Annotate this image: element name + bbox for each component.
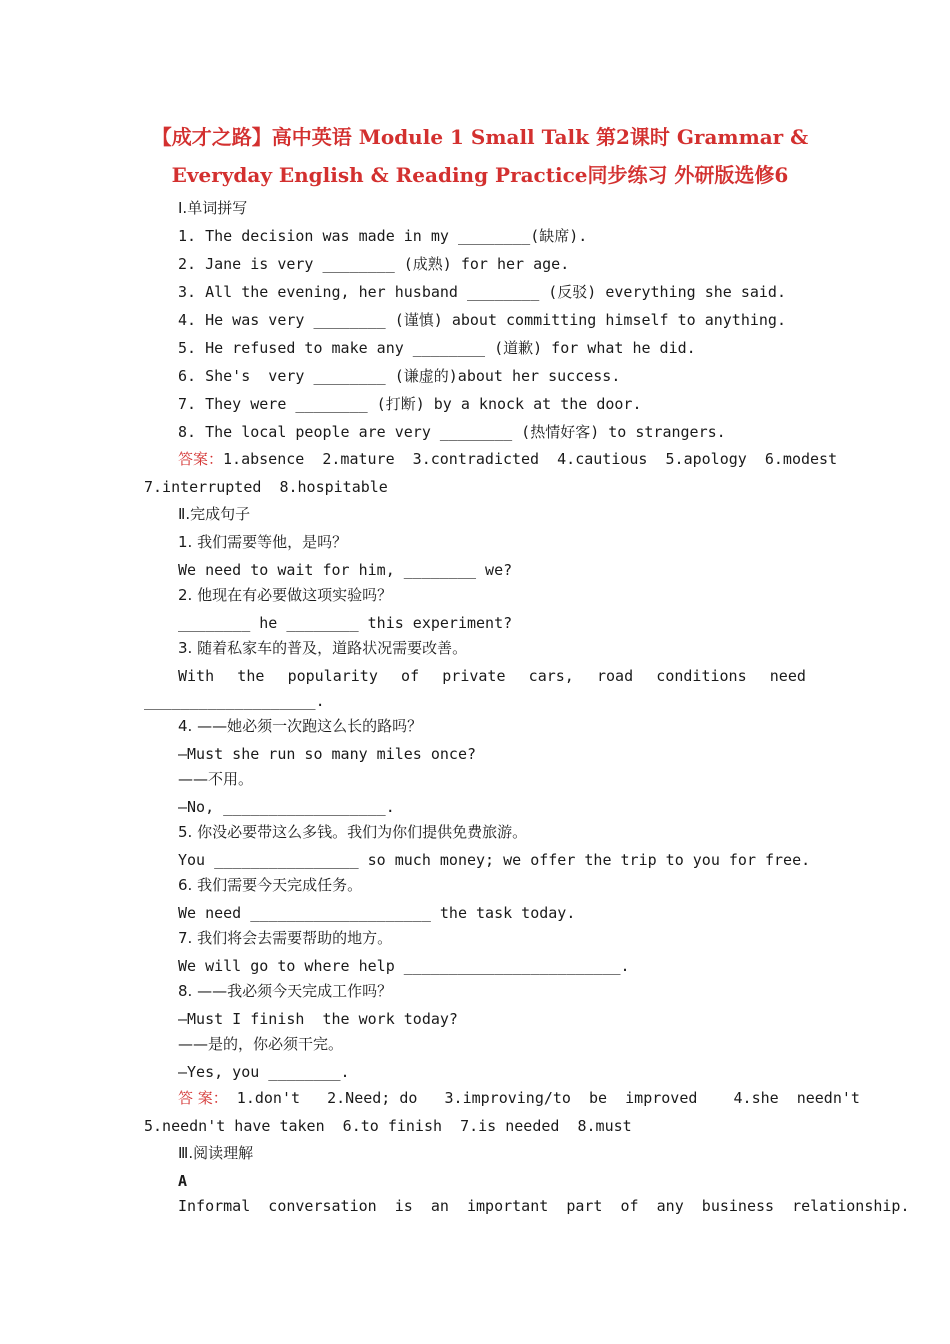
section-1-answers: [178, 449, 837, 469]
spelling-item-4: 4. He was very ________ (谨慎) about committing himself to anything.: [178, 311, 786, 329]
word: conditions: [656, 667, 747, 685]
section-3-heading: Ⅲ.阅读理解: [178, 1144, 254, 1162]
sentence-3-chinese: 3. 随着私家车的普及，道路状况需要改善。: [178, 639, 468, 657]
reading-part-label: A: [178, 1172, 188, 1190]
word: road: [597, 667, 634, 685]
word: the: [237, 667, 265, 685]
word: popularity: [287, 667, 378, 685]
sentence-4-chinese: 4. ——她必须一次跑这么长的路吗？: [178, 717, 423, 735]
word: private: [442, 667, 506, 685]
sentence-8-chinese: 8. ——我必须今天完成工作吗？: [178, 982, 393, 1000]
sentence-6-english: We need ____________________ the task today.: [178, 904, 576, 922]
answer-text: 1.don't 2.Need; do 3.improving/to be improved 4.she needn't: [227, 1089, 860, 1107]
spelling-item-3: 3. All the evening, her husband ________ (反驳) everything she said.: [178, 283, 786, 301]
spelling-item-2: 2. Jane is very ________ (成熟) for her age.: [178, 255, 570, 273]
sentence-8-reply-chinese: ——是的，你必须干完。: [178, 1035, 344, 1053]
section-1-heading: Ⅰ.单词拼写: [178, 199, 248, 217]
sentence-4-reply-chinese: ——不用。: [178, 770, 254, 788]
spelling-item-8: 8. The local people are very ________ (热情好客) to strangers.: [178, 423, 726, 441]
answer-label: 答案：: [178, 450, 224, 468]
document-title: 【成才之路】高中英语 Module 1 Small Talk 第2课时 Grammar & Everyday English & Reading Practice同步练习 外研版选修6: [151, 125, 809, 187]
spelling-item-6: 6. She's very ________ (谦虚的)about her success.: [178, 367, 621, 385]
word: need: [769, 667, 806, 685]
section-2-answers-cont: 5.needn't have taken 6.to finish 7.is needed 8.must: [144, 1117, 632, 1135]
sentence-2-chinese: 2. 他现在有必要做这项实验吗？: [178, 586, 393, 604]
spelling-item-5: 5. He refused to make any ________ (道歉) for what he did.: [178, 339, 696, 357]
reading-text-line-1: Informal conversation is an important part of any business relationship.: [178, 1197, 910, 1215]
sentence-4-reply-english: —No, __________________.: [178, 798, 395, 816]
sentence-8-english: —Must I finish the work today?: [178, 1010, 458, 1028]
word: cars,: [528, 667, 574, 685]
word: of: [401, 667, 420, 685]
sentence-3-english-cont: ___________________.: [144, 692, 325, 710]
sentence-1-chinese: 1. 我们需要等他，是吗？: [178, 533, 348, 551]
spelling-item-1: 1. The decision was made in my ________(缺席).: [178, 227, 588, 245]
spelling-item-7: 7. They were ________ (打断) by a knock at the door.: [178, 395, 642, 413]
sentence-4-english: —Must she run so many miles once?: [178, 745, 477, 763]
section-2-answers: [178, 1088, 860, 1108]
section-2-heading: Ⅱ.完成句子: [178, 505, 251, 523]
sentence-2-english: ________ he ________ this experiment?: [178, 614, 513, 632]
sentence-7-chinese: 7. 我们将会去需要帮助的地方。: [178, 929, 393, 947]
sentence-1-english: We need to wait for him, ________ we?: [178, 561, 513, 579]
answer-text: 1.absence 2.mature 3.contradicted 4.cautious 5.apology 6.modest: [223, 450, 838, 468]
section-1-answers-cont: 7.interrupted 8.hospitable: [144, 478, 388, 496]
sentence-5-english: You ________________ so much money; we offer the trip to you for free.: [178, 851, 811, 869]
sentence-6-chinese: 6. 我们需要今天完成任务。: [178, 876, 363, 894]
sentence-8-reply-english: —Yes, you ________.: [178, 1063, 350, 1081]
sentence-5-chinese: 5. 你没必要带这么多钱。我们为你们提供免费旅游。: [178, 823, 528, 841]
sentence-7-english: We will go to where help ________________________.: [178, 957, 630, 975]
word: With: [178, 667, 215, 685]
sentence-3-english: [178, 666, 806, 686]
answer-label: 答 案：: [178, 1089, 228, 1107]
